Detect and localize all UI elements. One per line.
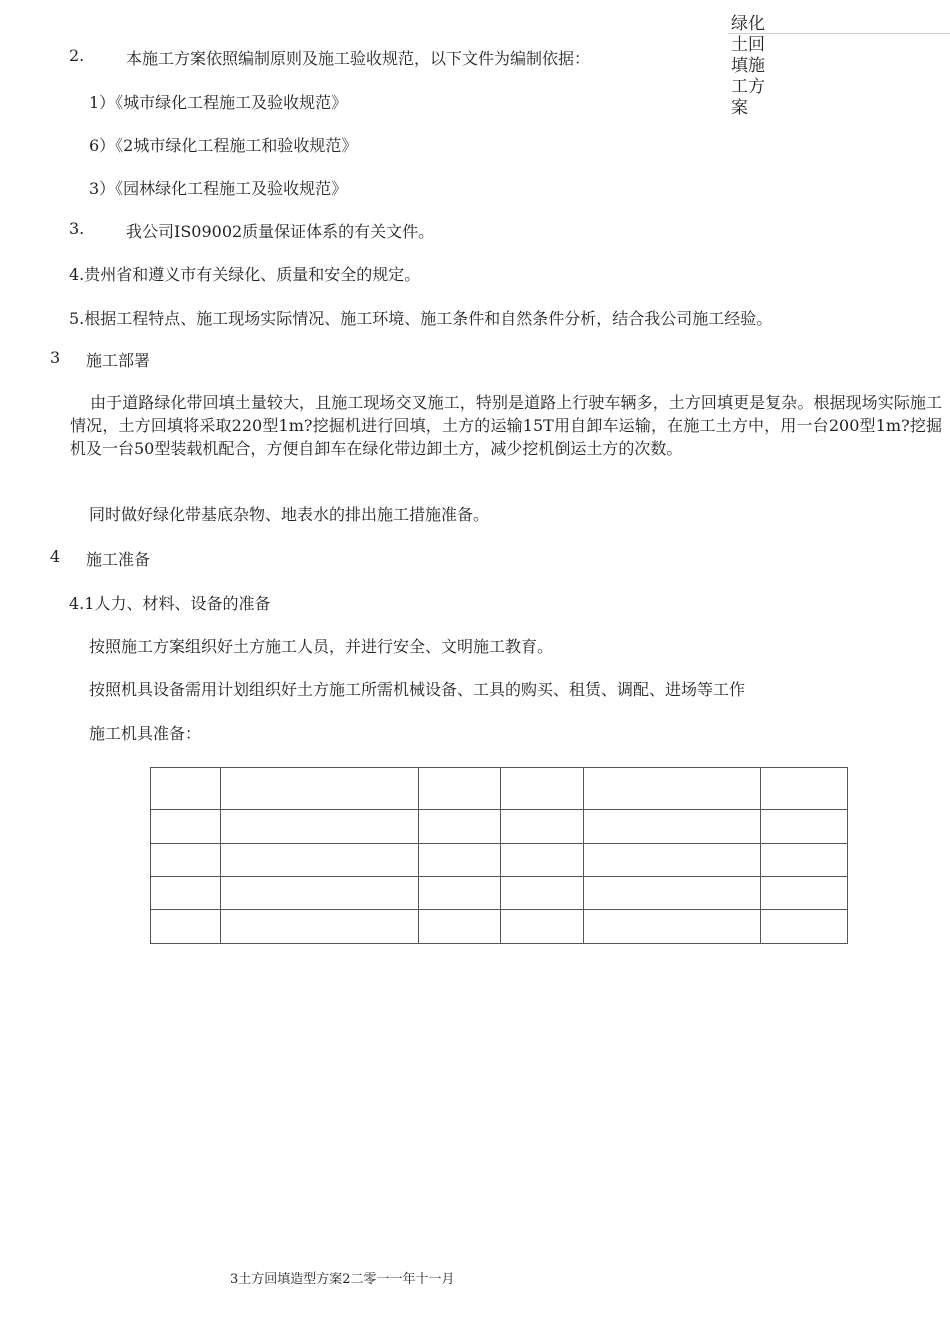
table-row bbox=[151, 810, 848, 844]
page-footer: 3土方回填造型方案2二零一一年十一月 bbox=[230, 1272, 455, 1287]
table-cell bbox=[221, 844, 419, 877]
equipment-table bbox=[150, 767, 848, 944]
table-cell bbox=[221, 768, 419, 810]
side-title: 绿化土回填施工方案 bbox=[731, 14, 765, 118]
table-cell bbox=[761, 810, 848, 844]
table-cell bbox=[761, 768, 848, 810]
item-4-text: 4.贵州省和遵义市有关绿化、质量和安全的规定。 bbox=[69, 265, 421, 284]
table-row bbox=[151, 844, 848, 877]
table-cell bbox=[151, 910, 221, 944]
equipment-prep-label: 施工机具准备： bbox=[89, 724, 202, 743]
table-cell bbox=[584, 910, 761, 944]
reference-3: 3）《园林绿化工程施工及验收规范》 bbox=[89, 179, 348, 198]
item-2-text: 本施工方案依照编制原则及施工验收规范，以下文件为编制依据： bbox=[126, 49, 591, 68]
table-cell bbox=[419, 877, 501, 910]
table-cell bbox=[761, 910, 848, 944]
item-2-number: 2. bbox=[69, 46, 85, 65]
table-cell bbox=[584, 877, 761, 910]
item-3-text: 我公司IS09002质量保证体系的有关文件。 bbox=[126, 222, 435, 241]
table-cell bbox=[584, 810, 761, 844]
table-cell bbox=[761, 844, 848, 877]
section-4-number: 4 bbox=[50, 547, 61, 566]
table-cell bbox=[221, 810, 419, 844]
section-3-paragraph-1 bbox=[70, 391, 942, 460]
section-4-title: 施工准备 bbox=[86, 550, 151, 569]
item-5-text: 5.根据工程特点、施工现场实际情况、施工环境、施工条件和自然条件分析，结合我公司施工经验。 bbox=[69, 309, 773, 328]
table-cell bbox=[151, 844, 221, 877]
table-cell bbox=[419, 910, 501, 944]
preparation-line-2: 按照机具设备需用计划组织好土方施工所需机械设备、工具的购买、租赁、调配、进场等工作 bbox=[89, 680, 746, 699]
table-cell bbox=[584, 844, 761, 877]
table-cell bbox=[761, 877, 848, 910]
table-cell bbox=[151, 810, 221, 844]
item-3-number: 3. bbox=[69, 219, 85, 238]
section-3-paragraph-2: 同时做好绿化带基底杂物、地表水的排出施工措施准备。 bbox=[89, 505, 490, 524]
table-cell bbox=[419, 810, 501, 844]
table-cell bbox=[501, 768, 584, 810]
table-row bbox=[151, 910, 848, 944]
table-cell bbox=[151, 768, 221, 810]
table-cell bbox=[151, 877, 221, 910]
table-row bbox=[151, 877, 848, 910]
reference-2: 6）《2城市绿化工程施工和验收规范》 bbox=[89, 136, 358, 155]
table-cell bbox=[419, 844, 501, 877]
table-row bbox=[151, 768, 848, 810]
table-cell bbox=[501, 844, 584, 877]
table-cell bbox=[419, 768, 501, 810]
table-cell bbox=[501, 910, 584, 944]
table-cell bbox=[221, 877, 419, 910]
table-cell bbox=[501, 810, 584, 844]
reference-1: 1）《城市绿化工程施工及验收规范》 bbox=[89, 93, 348, 112]
preparation-line-1: 按照施工方案组织好土方施工人员，并进行安全、文明施工教育。 bbox=[89, 637, 554, 656]
section-3-paragraph-1-text: 由于道路绿化带回填土量较大，且施工现场交叉施工，特别是道路上行驶车辆多，土方回填更是复杂。根据现场实际施工情况，土方回填将采取220型1m?挖掘机进行回填，土方的运输15T用自卸车运输，在施工土方中，用一台200型1m?挖掘机及一台50型装载机配合，方便自卸车在绿化带边卸土方，减少挖机倒运土方的次数。 bbox=[70, 393, 942, 458]
section-3-title: 施工部署 bbox=[86, 351, 151, 370]
subsection-4-1-title: 4.1人力、材料、设备的准备 bbox=[69, 594, 271, 613]
table-cell bbox=[584, 768, 761, 810]
table-cell bbox=[501, 877, 584, 910]
table-cell bbox=[221, 910, 419, 944]
section-3-number: 3 bbox=[50, 348, 61, 367]
